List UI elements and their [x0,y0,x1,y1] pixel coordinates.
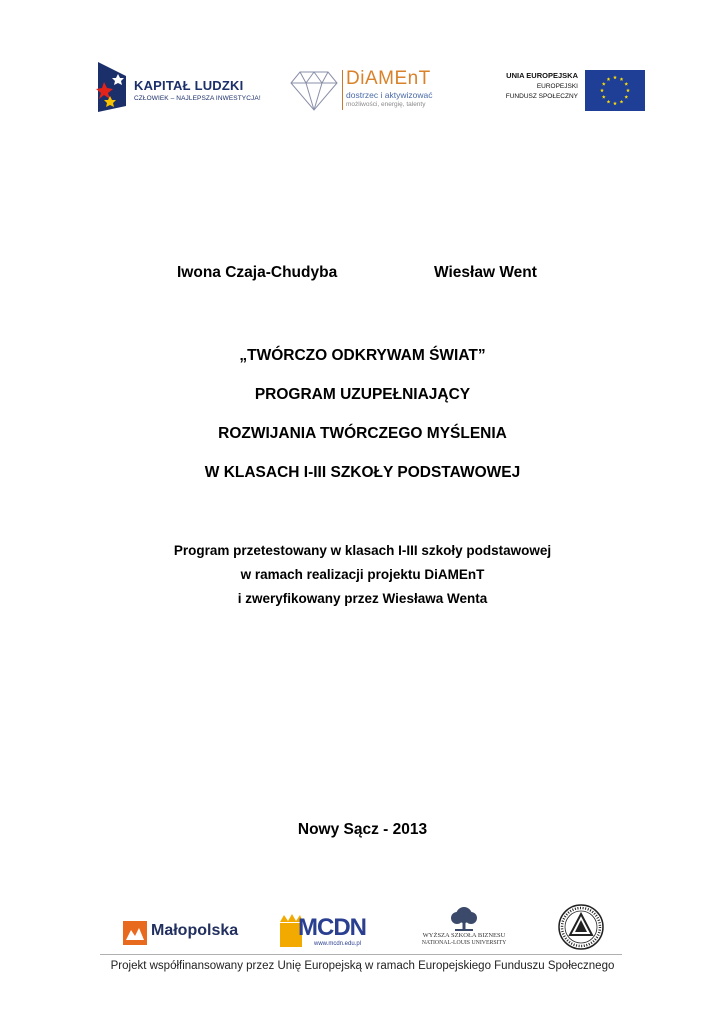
subtitle-line-2: w ramach realizacji projektu DiAMEnT [240,567,485,582]
place-year: Nowy Sącz - 2013 [297,821,428,838]
eu-logo [498,70,648,112]
diament-logo [290,66,460,114]
author-second: Wiesław Went [434,264,537,281]
kapital-ludzki-subtitle: CZŁOWIEK – NAJLEPSZA INWESTYCJA! [134,95,261,102]
title-line-3: ROZWIJANIA TWÓRCZEGO MYŚLENIA [218,425,507,442]
author-first: Iwona Czaja-Chudyba [177,264,338,281]
mcdn-text: MCDN [298,914,366,941]
title-line-1: „TWÓRCZO ODKRYWAM ŚWIAT” [239,347,486,364]
malopolska-emblem-icon [123,921,147,945]
footer-text: Projekt współfinansowany przez Unię Europejską w ramach Europejskiego Funduszu Społecznego [110,960,615,972]
subtitle-line-3: i zweryfikowany przez Wiesława Wenta [237,591,488,606]
eu-text [506,71,578,103]
diament-subtitle: dostrzec i aktywizować [346,90,433,100]
mcdn-url: www.mcdn.edu.pl [314,941,362,947]
malopolska-logo [123,919,243,947]
footer-divider [100,954,622,955]
diamond-icon [290,68,338,112]
eu-flag-icon [585,70,645,111]
eu-line1: UNIA EUROPEJSKA [506,71,578,80]
subtitle-line-1: Program przetestowany w klasach I-III szkoły podstawowej [173,543,552,558]
authors [0,264,725,284]
wsb-logo [414,906,514,948]
tree-icon [449,906,479,932]
kapital-ludzki-title: KAPITAŁ LUDZKI [134,78,244,93]
diament-separator [342,70,343,110]
mcdn-logo [278,912,368,952]
wsb-name: WYŻSZA SZKOŁA BIZNESU [422,932,506,939]
title-line-4: W KLASACH I-III SZKOŁY PODSTAWOWEJ [204,464,521,481]
title-line-2: PROGRAM UZUPEŁNIAJĄCY [254,386,471,403]
wsb-university: NATIONAL-LOUIS UNIVERSITY [421,940,507,946]
diament-title: DiAMEnT [346,68,431,89]
diament-tagline: możliwości, energię, talenty [346,101,426,108]
malopolska-text: Małopolska [151,922,239,939]
eu-line3: FUNDUSZ SPOŁECZNY [505,93,578,100]
kapital-ludzki-logo [96,62,261,112]
kapital-ludzki-emblem-icon [96,62,132,112]
university-seal-icon [558,904,604,950]
eu-line2: EUROPEJSKI [536,82,578,90]
